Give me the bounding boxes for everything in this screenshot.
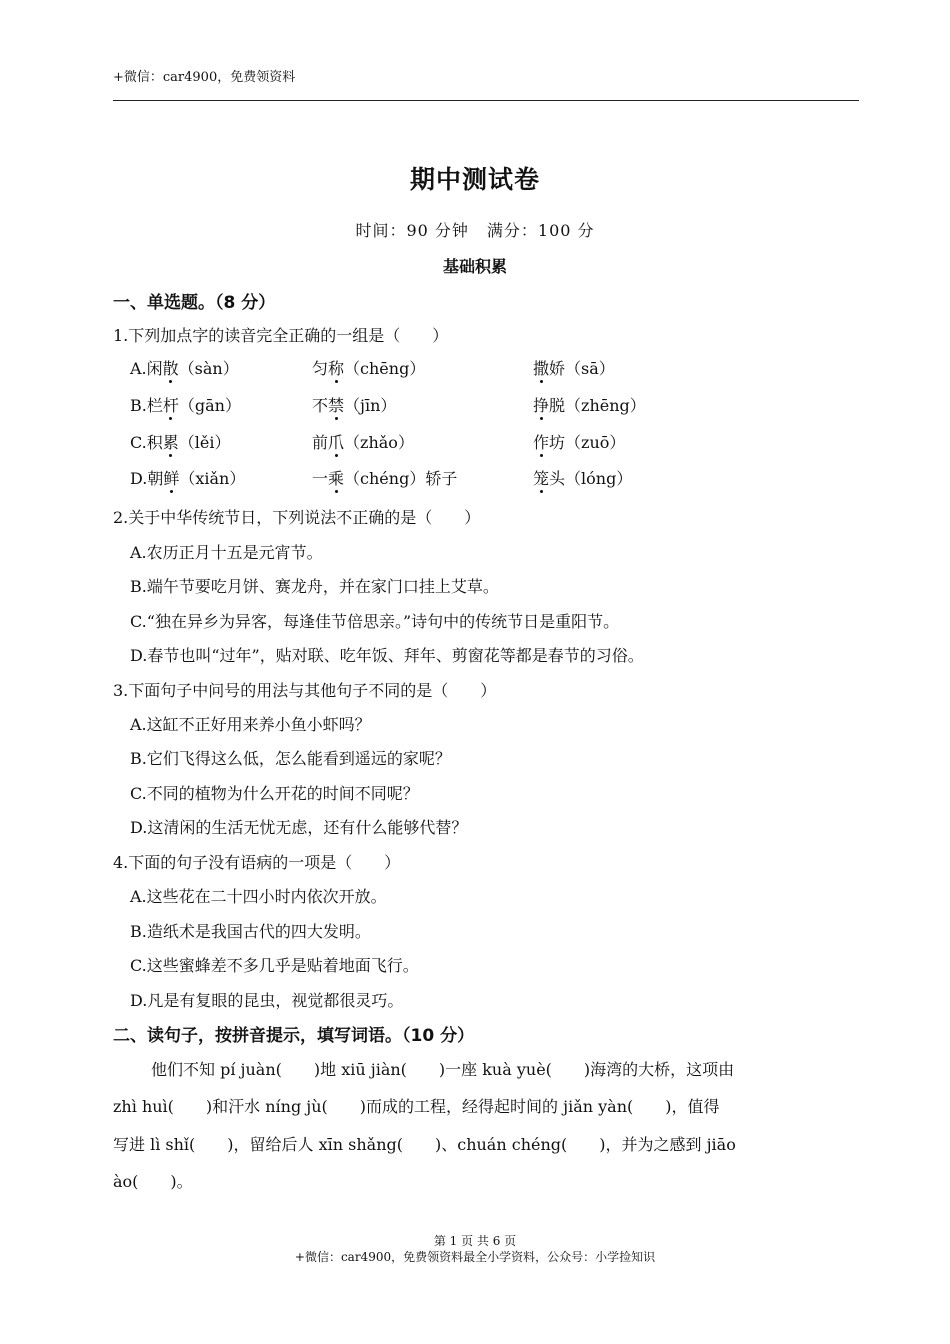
page-number: 第 1 页 共 6 页	[433, 1234, 517, 1248]
emphasis-dot-char: 鲜	[163, 466, 179, 489]
q1-option-c-1: C.积累（lěi）	[130, 430, 231, 453]
footer-note: +微信：car4900，免费领资料最全小学资料，公众号：小学捡知识	[294, 1250, 656, 1264]
q1-option-a-3: 撒娇（sā）	[533, 356, 615, 379]
q4-option-d: D.凡是有复眼的昆虫，视觉都很灵巧。	[130, 991, 404, 1010]
q4-option-c: C.这些蜜蜂差不多几乎是贴着地面飞行。	[130, 956, 419, 975]
part2-heading: 二、读句子，按拼音提示，填写词语。（10 分）	[113, 1026, 475, 1046]
emphasis-dot-char: 禁	[328, 393, 344, 416]
emphasis-dot-char: 累	[163, 430, 179, 453]
part2-line-1: 他们不知 pí juàn( )地 xiū jiàn( )一座 kuà yuè( )海湾的大桥，这项由	[151, 1060, 735, 1079]
q1-option-b-3: 挣脱（zhēng）	[533, 393, 646, 416]
q4-stem: 4.下面的句子没有语病的一项是（ ）	[113, 853, 401, 872]
exam-time: 时间：90 分钟	[355, 221, 469, 240]
part2-line-4: ào( )。	[113, 1172, 193, 1191]
q4-option-b: B.造纸术是我国古代的四大发明。	[130, 922, 371, 941]
q3-option-c: C.不同的植物为什么开花的时间不同呢？	[130, 784, 419, 803]
q4-option-a: A.这些花在二十四小时内依次开放。	[130, 887, 387, 906]
q1-option-b-1: B.栏杆（gān）	[130, 393, 241, 416]
q1-option-d-3: 笼头（lóng）	[533, 466, 632, 489]
part1-heading: 一、单选题。（8 分）	[113, 293, 276, 313]
q2-option-b: B.端午节要吃月饼、赛龙舟，并在家门口挂上艾草。	[130, 577, 499, 596]
q3-stem: 3.下面句子中问号的用法与其他句子不同的是（ ）	[113, 681, 497, 700]
q2-option-c: C.“独在异乡为异客，每逢佳节倍思亲。”诗句中的传统节日是重阳节。	[130, 612, 620, 631]
q1-option-d-1: D.朝鲜（xiǎn）	[130, 466, 245, 489]
q1-option-b-2: 不禁（jīn）	[312, 393, 396, 416]
emphasis-dot-char: 杆	[163, 393, 179, 416]
section-label: 基础积累	[442, 257, 507, 276]
q1-option-d-2: 一乘（chéng）轿子	[312, 466, 457, 489]
q1-option-a-1: A.闲散（sàn）	[130, 356, 239, 379]
q2-stem: 2.关于中华传统节日，下列说法不正确的是（ ）	[113, 508, 481, 527]
emphasis-dot-char: 笼	[533, 466, 549, 489]
emphasis-dot-char: 散	[163, 356, 179, 379]
q1-option-c-3: 作坊（zuō）	[533, 430, 625, 453]
q3-option-a: A.这缸不正好用来养小鱼小虾吗？	[130, 715, 371, 734]
emphasis-dot-char: 乘	[328, 466, 344, 489]
exam-info	[0, 218, 950, 241]
q3-option-b: B.它们飞得这么低，怎么能看到遥远的家呢？	[130, 749, 451, 768]
q2-option-a: A.农历正月十五是元宵节。	[130, 543, 323, 562]
q2-option-d: D.春节也叫“过年”，贴对联、吃年饭、拜年、剪窗花等都是春节的习俗。	[130, 646, 644, 665]
emphasis-dot-char: 称	[328, 356, 344, 379]
part2-line-2: zhì huì( )和汗水 níng jù( )而成的工程，经得起时间的 jiǎn yàn( )，值得	[113, 1097, 720, 1116]
page-title: 期中测试卷	[409, 165, 540, 194]
emphasis-dot-char: 作	[533, 430, 549, 453]
q1-stem: 1.下列加点字的读音完全正确的一组是（ ）	[113, 326, 449, 345]
q1-option-a-2: 匀称（chēng）	[312, 356, 425, 379]
exam-score: 满分：100 分	[486, 221, 595, 240]
header-note: +微信：car4900，免费领资料	[113, 70, 296, 85]
emphasis-dot-char: 爪	[328, 430, 344, 453]
part2-line-3: 写进 lì shǐ( )，留给后人 xīn shǎng( )、chuán chéng( )，并为之感到 jiāo	[113, 1135, 736, 1154]
header-divider	[113, 100, 859, 101]
q3-option-d: D.这清闲的生活无忧无虑，还有什么能够代替？	[130, 818, 468, 837]
emphasis-dot-char: 挣	[533, 393, 549, 416]
emphasis-dot-char: 撒	[533, 356, 549, 379]
q1-option-c-2: 前爪（zhǎo）	[312, 430, 414, 453]
